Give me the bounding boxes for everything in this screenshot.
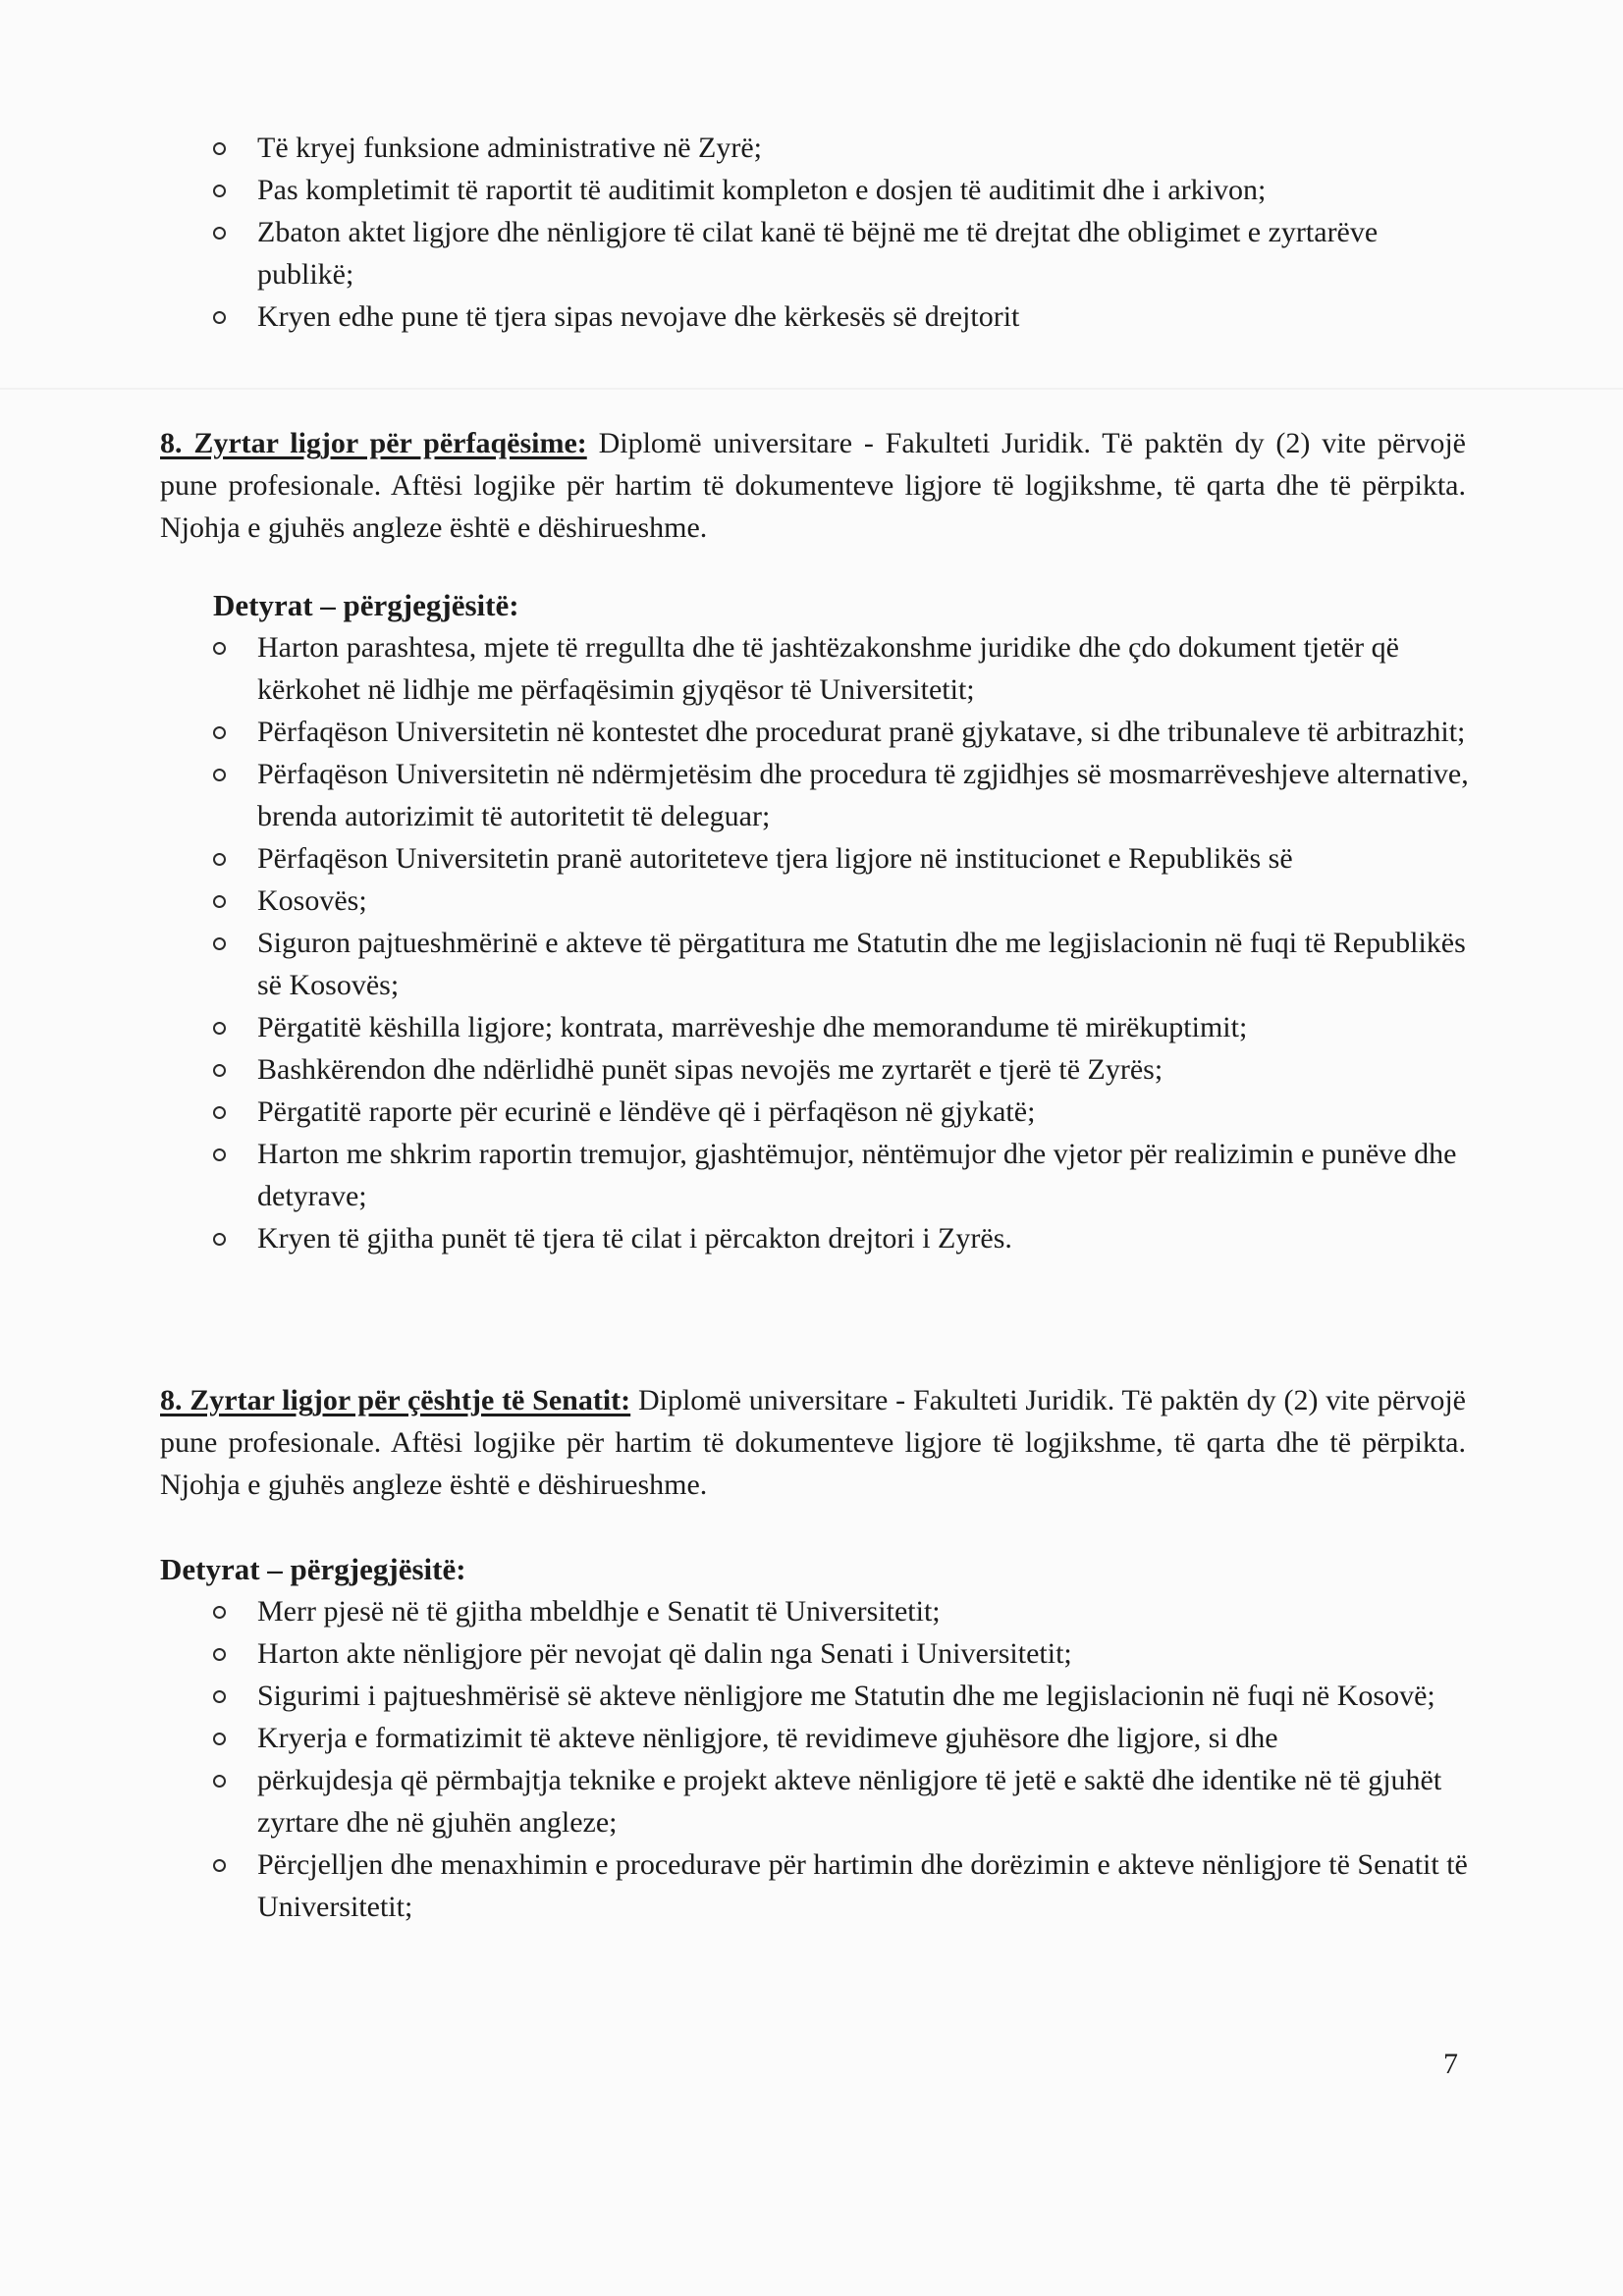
section-a-text: Diplomë universitare - Fakulteti Juridik. Të paktën dy (2) vite përvojë pune profesionale. Aftësi logjike për hartim të dokumenteve ligjore të logjikshme, të qarta dhe të përpikta. Njohja e gjuhës angleze është e dëshirueshme.: [160, 427, 1466, 544]
bullet-icon: [213, 1064, 226, 1077]
list-item: Përgatitë raporte për ecurinë e lëndëve që i përfaqëson në gjykatë;: [257, 1091, 1470, 1133]
list-item: Përfaqëson Universitetin pranë autoriteteve tjera ligjore në institucionet e Republikës së: [257, 837, 1470, 880]
top-bullet-list: [257, 127, 1465, 338]
bullet-icon: [213, 1648, 226, 1661]
bullet-icon: [213, 1859, 226, 1872]
bullet-icon: [213, 1690, 226, 1703]
section-b-heading: 8. Zyrtar ligjor për çështje të Senatit:: [160, 1384, 631, 1416]
list-item: Pas kompletimit të raportit të auditimit kompleton e dosjen të auditimit dhe i arkivon;: [257, 169, 1465, 211]
list-item: Kryen të gjitha punët të tjera të cilat i përcakton drejtori i Zyrës.: [257, 1217, 1470, 1259]
section-a-duties-list: [257, 626, 1470, 1259]
list-item: Siguron pajtueshmërinë e akteve të përgatitura me Statutin dhe me legjislacionin në fuqi të Republikës së Kosovës;: [257, 922, 1470, 1006]
bullet-icon: [213, 311, 226, 324]
list-item: Përfaqëson Universitetin në ndërmjetësim dhe procedura të zgjidhjes së mosmarrëveshjeve alternative, brenda autorizimit të autoritetit të deleguar;: [257, 753, 1470, 837]
bullet-icon: [213, 769, 226, 781]
top-list-block: [257, 127, 1465, 338]
list-item: Kosovës;: [257, 880, 1470, 922]
bullet-icon: [213, 895, 226, 908]
bullet-icon: [213, 1233, 226, 1246]
bullet-icon: [213, 1733, 226, 1745]
list-item: përkujdesja që përmbajtja teknike e projekt akteve nënligjore të jetë e saktë dhe identike në të gjuhët zyrtare dhe në gjuhën angleze;: [257, 1759, 1470, 1843]
section-b-intro: [160, 1379, 1466, 1506]
bullet-icon: [213, 1106, 226, 1119]
list-item: Kryen edhe pune të tjera sipas nevojave dhe kërkesës së drejtorit: [257, 295, 1465, 338]
section-b-duties-list: [257, 1590, 1470, 1928]
bullet-icon: [213, 726, 226, 739]
list-item: Sigurimi i pajtueshmërisë së akteve nënligjore me Statutin dhe me legjislacionin në fuqi në Kosovë;: [257, 1675, 1470, 1717]
list-item: Përcjelljen dhe menaxhimin e procedurave për hartimin dhe dorëzimin e akteve nënligjore të Senatit të Universitetit;: [257, 1843, 1470, 1928]
scan-artifact-line: [0, 388, 1623, 390]
bullet-icon: [213, 1775, 226, 1788]
bullet-icon: [213, 185, 226, 197]
bullet-icon: [213, 227, 226, 240]
bullet-icon: [213, 642, 226, 655]
bullet-icon: [213, 1148, 226, 1161]
list-item: Bashkërendon dhe ndërlidhë punët sipas nevojës me zyrtarët e tjerë të Zyrës;: [257, 1048, 1470, 1091]
bullet-icon: [213, 1606, 226, 1619]
bullet-icon: [213, 142, 226, 155]
list-item: Përfaqëson Universitetin në kontestet dhe procedurat pranë gjykatave, si dhe tribunaleve të arbitrazhit;: [257, 711, 1470, 753]
section-b-duties-title: Detyrat – përgjegjësitë:: [160, 1552, 466, 1586]
page-number: 7: [1443, 2048, 1458, 2080]
section-b-text: Diplomë universitare - Fakulteti Juridik. Të paktën dy (2) vite përvojë pune profesionale. Aftësi logjike për hartim të dokumenteve ligjore të logjikshme, të qarta dhe të përpikta. Njohja e gjuhës angleze është e dëshirueshme.: [160, 1384, 1466, 1501]
section-a-duties-block: [257, 626, 1470, 1259]
bullet-icon: [213, 853, 226, 866]
list-item: Zbaton aktet ligjore dhe nënligjore të cilat kanë të bëjnë me të drejtat dhe obligimet e zyrtarëve publikë;: [257, 211, 1465, 295]
bullet-icon: [213, 937, 226, 950]
bullet-icon: [213, 1022, 226, 1035]
list-item: Harton me shkrim raportin tremujor, gjashtëmujor, nëntëmujor dhe vjetor për realizimin e punëve dhe detyrave;: [257, 1133, 1470, 1217]
list-item: Përgatitë këshilla ligjore; kontrata, marrëveshje dhe memorandume të mirëkuptimit;: [257, 1006, 1470, 1048]
list-item: Harton akte nënligjore për nevojat që dalin nga Senati i Universitetit;: [257, 1632, 1470, 1675]
section-a-heading: 8. Zyrtar ligjor për përfaqësime:: [160, 427, 587, 459]
section-a-intro: [160, 422, 1466, 549]
list-item: Kryerja e formatizimit të akteve nënligjore, të revidimeve gjuhësore dhe ligjore, si dhe: [257, 1717, 1470, 1759]
section-a-duties-title: Detyrat – përgjegjësitë:: [213, 588, 519, 622]
list-item: Të kryej funksione administrative në Zyrë;: [257, 127, 1465, 169]
section-b-duties-block: [257, 1590, 1470, 1928]
list-item: Merr pjesë në të gjitha mbeldhje e Senatit të Universitetit;: [257, 1590, 1470, 1632]
list-item: Harton parashtesa, mjete të rregullta dhe të jashtëzakonshme juridike dhe çdo dokument tjetër që kërkohet në lidhje me përfaqësimin gjyqësor të Universitetit;: [257, 626, 1470, 711]
